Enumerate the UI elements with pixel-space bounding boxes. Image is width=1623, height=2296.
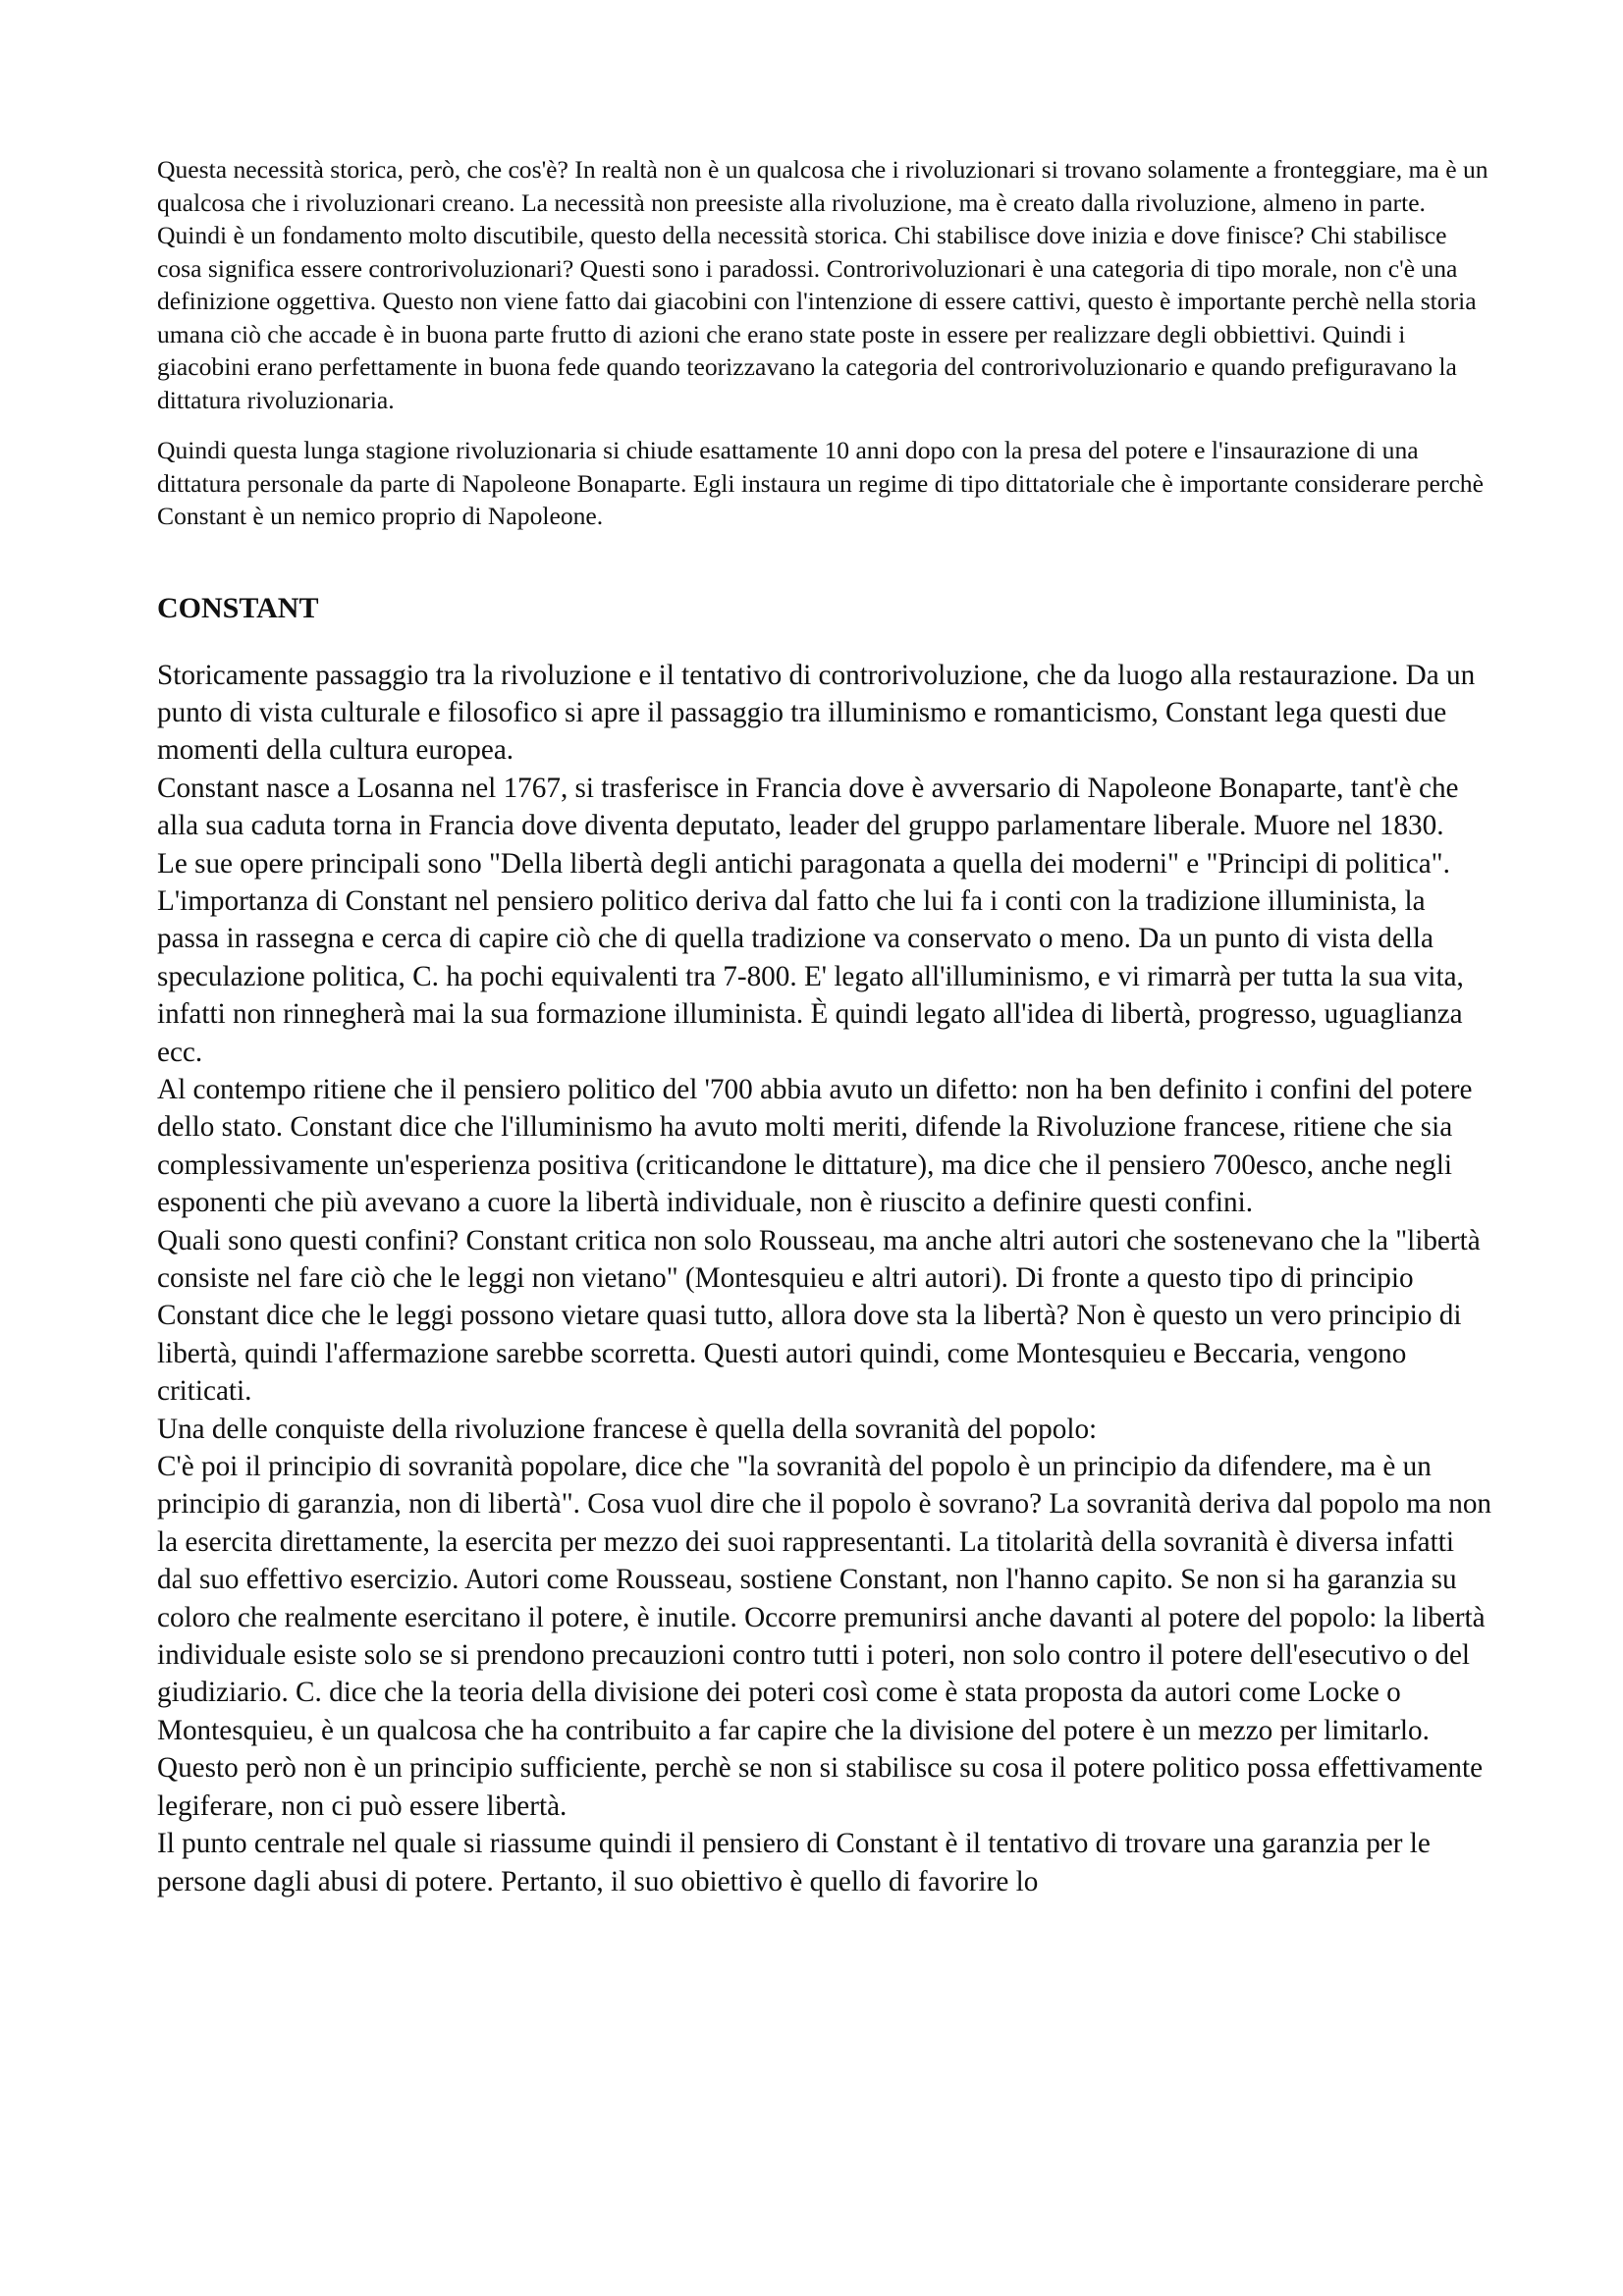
constant-paragraph-9: Il punto centrale nel quale si riassume quindi il pensiero di Constant è il tentativo di trovare una garanzia per le persone dagli abusi di potere. Pertanto, il suo obiettivo è quello di favorire lo [157, 1828, 1431, 1897]
section-heading-constant: CONSTANT [157, 591, 319, 624]
constant-paragraph-5: Al contempo ritiene che il pensiero politico del '700 abbia avuto un difetto: non ha ben definito i confini del potere dello stato. Constant dice che l'illuminismo ha avuto molti meriti, difende la Rivoluzione francese, ritiene che sia complessivamente un'esperienza positiva (criticandone le dittature), ma dice che il pensiero 700esco, anche negli esponenti che più avevano a cuore la libertà individuale, non è riuscito a definire questi confini. [157, 1073, 1473, 1219]
constant-paragraph-8: C'è poi il principio di sovranità popolare, dice che "la sovranità del popolo è un principio da difendere, ma è un principio di garanzia, non di libertà". Cosa vuol dire che il popolo è sovrano? La sovranità deriva dal popolo ma non la esercita direttamente, la esercita per mezzo dei suoi rappresentanti. La titolarità della sovranità è diversa infatti dal suo effettivo esercizio. Autori come Rousseau, sostiene Constant, non l'hanno capito. Se non si ha garanzia su coloro che realmente esercitano il potere, è inutile. Occorre premunirsi anche davanti al potere del popolo: la libertà individuale esiste solo se si prendono precauzioni contro tutti i poteri, non solo contro il potere dell'esecutivo o del giudiziario. C. dice che la teoria della divisione dei poteri così come è stata proposta da autori come Locke o Montesquieu, è un qualcosa che ha contribuito a far capire che la divisione del potere è un mezzo per limitarlo. Questo però non è un principio sufficiente, perchè se non si stabilisce su cosa il potere politico possa effettivamente legiferare, non ci può essere libertà. [157, 1451, 1492, 1822]
constant-paragraph-4: L'importanza di Constant nel pensiero politico deriva dal fatto che lui fa i conti con la tradizione illuminista, la passa in rassegna e cerca di capire ciò che di quella tradizione va conservato o meno. Da un punto di vista della speculazione politica, C. ha pochi equivalenti tra 7-800. E' legato all'illuminismo, e vi rimarrà per tutta la sua vita, infatti non rinnegherà mai la sua formazione illuminista. È quindi legato all'idea di libertà, progresso, uguaglianza ecc. [157, 884, 1464, 1068]
constant-paragraph-1: Storicamente passaggio tra la rivoluzione e il tentativo di controrivoluzione, che da luogo alla restaurazione. Da un punto di vista culturale e filosofico si apre il passaggio tra illuminismo e romanticismo, Constant lega questi due momenti della cultura europea. [157, 659, 1476, 767]
intro-paragraph-1: Questa necessità storica, però, che cos'è? In realtà non è un qualcosa che i rivoluzionari si trovano solamente a fronteggiare, ma è un qualcosa che i rivoluzionari creano. La necessità non preesiste alla rivoluzione, ma è creato dalla rivoluzione, almeno in parte. Quindi è un fondamento molto discutibile, questo della necessità storica. Chi stabilisce dove inizia e dove finisce? Chi stabilisce cosa significa essere controrivoluzionari? Questi sono i paradossi. Controrivoluzionari è una categoria di tipo morale, non c'è una definizione oggettiva. Questo non viene fatto dai giacobini con l'intenzione di essere cattivi, questo è importante perchè nella storia umana ciò che accade è in buona parte frutto di azioni che erano state poste in essere per realizzare degli obbiettivi. Quindi i giacobini erano perfettamente in buona fede quando teorizzavano la categoria del controrivoluzionario e quando prefiguravano la dittatura rivoluzionaria. [157, 155, 1488, 414]
constant-paragraph-2: Constant nasce a Losanna nel 1767, si trasferisce in Francia dove è avversario di Napoleone Bonaparte, tant'è che alla sua caduta torna in Francia dove diventa deputato, leader del gruppo parlamentare liberale. Muore nel 1830. [157, 772, 1459, 842]
constant-paragraph-6: Quali sono questi confini? Constant critica non solo Rousseau, ma anche altri autori che sostenevano che la "libertà consiste nel fare ciò che le leggi non vietano" (Montesquieu e altri autori). Di fronte a questo tipo di principio Constant dice che le leggi possono vietare quasi tutto, allora dove sta la libertà? Non è questo un vero principio di libertà, quindi l'affermazione sarebbe scorretta. Questi autori quindi, come Montesquieu e Beccaria, vengono criticati. [157, 1224, 1481, 1408]
document-page [157, 153, 1492, 1900]
intro-paragraph-2: Quindi questa lunga stagione rivoluzionaria si chiude esattamente 10 anni dopo con la presa del potere e l'insaurazione di una dittatura personale da parte di Napoleone Bonaparte. Egli instaura un regime di tipo dittatoriale che è importante considerare perchè Constant è un nemico proprio di Napoleone. [157, 436, 1484, 530]
constant-paragraph-3: Le sue opere principali sono "Della libertà degli antichi paragonata a quella dei moderni" e "Principi di politica". [157, 847, 1450, 880]
constant-paragraph-7: Una delle conquiste della rivoluzione francese è quella della sovranità del popolo: [157, 1413, 1098, 1445]
